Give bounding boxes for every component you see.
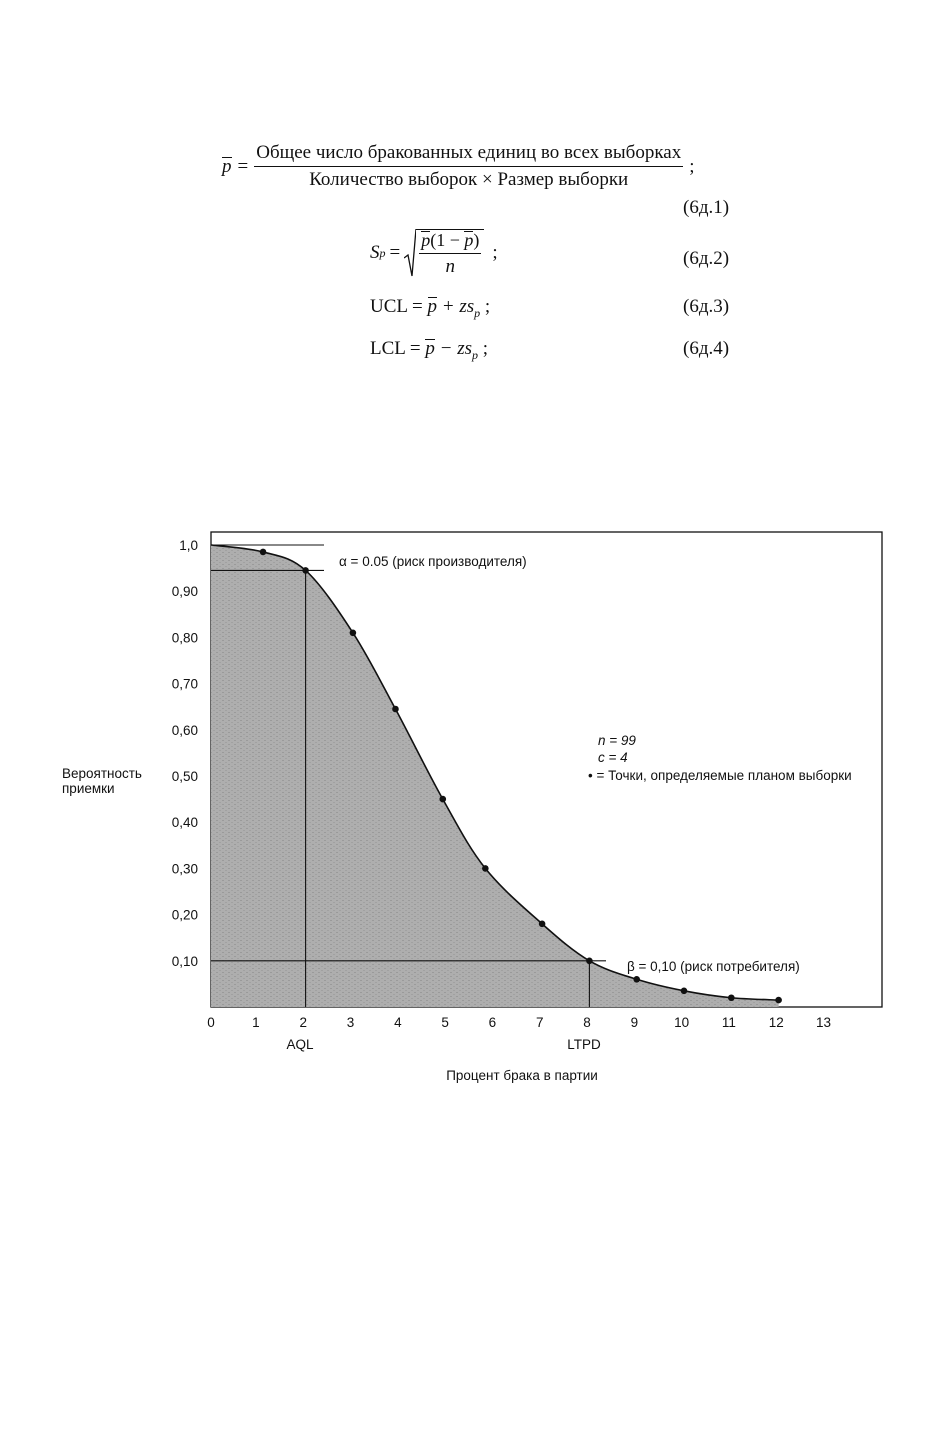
y-tick-label: 0,10 xyxy=(171,953,198,969)
lcl-subscript: p xyxy=(472,347,479,362)
lcl-label: LCL = xyxy=(370,338,421,359)
y-tick-label: 1,0 xyxy=(179,538,198,553)
x-tick-label: 3 xyxy=(346,1015,355,1030)
x-tick-label: 1 xyxy=(252,1015,260,1030)
ucl-subscript: p xyxy=(474,305,481,320)
formula-sp xyxy=(370,228,498,278)
formula-pbar xyxy=(222,142,695,191)
legend-c: c = 4 xyxy=(598,750,628,765)
sp-symbol: S xyxy=(370,242,380,263)
lcl-rest: − zs xyxy=(439,338,473,359)
y-tick-label: 0,60 xyxy=(171,722,198,738)
data-point-3 xyxy=(350,629,357,636)
legend-points: • = Точки, определяемые планом выборки xyxy=(588,768,852,783)
x-tick-label: 0 xyxy=(207,1015,215,1030)
lcl-semicolon: ; xyxy=(482,338,489,359)
pbar-fraction xyxy=(254,142,683,191)
x-tick-label: 9 xyxy=(630,1015,639,1030)
x-tick-label: 7 xyxy=(535,1015,544,1030)
sp-subscript: p xyxy=(379,245,386,260)
x-tick-label: 4 xyxy=(394,1015,402,1030)
x-tick-label: 13 xyxy=(816,1015,832,1030)
sp-fraction xyxy=(416,229,484,278)
data-point-7 xyxy=(539,921,546,928)
ltpd-label: LTPD xyxy=(567,1037,601,1052)
data-point-8 xyxy=(586,958,593,965)
sp-numerator: p(1 − p) xyxy=(419,230,481,254)
formula-lcl xyxy=(370,338,488,363)
x-axis-label: Процент брака в партии xyxy=(446,1068,598,1083)
y-tick-label: 0,40 xyxy=(171,815,198,831)
pbar-symbol: p xyxy=(222,155,232,177)
data-point-1 xyxy=(260,549,267,556)
x-tick-label: 10 xyxy=(674,1015,690,1030)
x-tick-label: 11 xyxy=(721,1015,736,1030)
y-tick-label: 0,30 xyxy=(171,861,198,877)
y-tick-label: 0,90 xyxy=(171,584,198,600)
equation-number-3: (6д.3) xyxy=(683,296,730,317)
pbar-numerator: Общее число бракованных единиц во всех выборках xyxy=(254,142,683,167)
formula-ucl xyxy=(370,296,490,321)
x-tick-label: 6 xyxy=(488,1015,497,1030)
equals-sign: = xyxy=(237,155,249,177)
sp-denominator: n xyxy=(445,255,456,277)
y-tick-label: 0,20 xyxy=(171,907,198,923)
oc-curve-chart xyxy=(0,500,942,1100)
sp-semicolon: ; xyxy=(492,242,498,263)
equation-number-4: (6д.4) xyxy=(683,338,730,359)
y-tick-label: 0,50 xyxy=(171,769,198,784)
data-point-2 xyxy=(302,567,309,574)
ucl-label: UCL = xyxy=(370,296,423,317)
data-point-12 xyxy=(775,997,782,1004)
data-point-10 xyxy=(681,988,688,995)
data-point-5 xyxy=(439,796,446,803)
pbar-denominator: Количество выборок × Размер выборки xyxy=(309,169,629,190)
x-tick-labels xyxy=(207,1015,831,1030)
y-tick-labels xyxy=(172,538,198,969)
ucl-pbar: p xyxy=(427,296,438,317)
data-point-9 xyxy=(633,976,640,983)
equation-number-2: (6д.2) xyxy=(683,248,730,269)
ucl-semicolon: ; xyxy=(484,296,491,317)
y-tick-label: 0,70 xyxy=(171,676,198,692)
aql-label: AQL xyxy=(286,1037,314,1052)
semicolon: ; xyxy=(689,155,695,177)
beta-annotation: β = 0,10 (риск потребителя) xyxy=(627,959,800,974)
y-axis-label: Вероятность приемки xyxy=(62,766,142,796)
sp-equals: = xyxy=(389,242,401,263)
x-tick-label: 12 xyxy=(768,1015,784,1030)
data-point-4 xyxy=(392,706,399,713)
data-point-6 xyxy=(482,865,489,872)
y-tick-label: 0,80 xyxy=(171,630,198,646)
alpha-annotation: α = 0.05 (риск производителя) xyxy=(339,554,527,569)
data-point-11 xyxy=(728,994,735,1001)
x-tick-label: 2 xyxy=(299,1015,307,1030)
equation-number-1: (6д.1) xyxy=(683,197,730,218)
legend-n: n = 99 xyxy=(598,733,636,748)
x-tick-label: 8 xyxy=(583,1015,591,1030)
x-tick-label: 5 xyxy=(441,1015,449,1030)
ucl-rest: + zs xyxy=(441,296,475,317)
sqrt-radical-icon xyxy=(404,228,416,278)
lcl-pbar: p xyxy=(425,338,435,359)
